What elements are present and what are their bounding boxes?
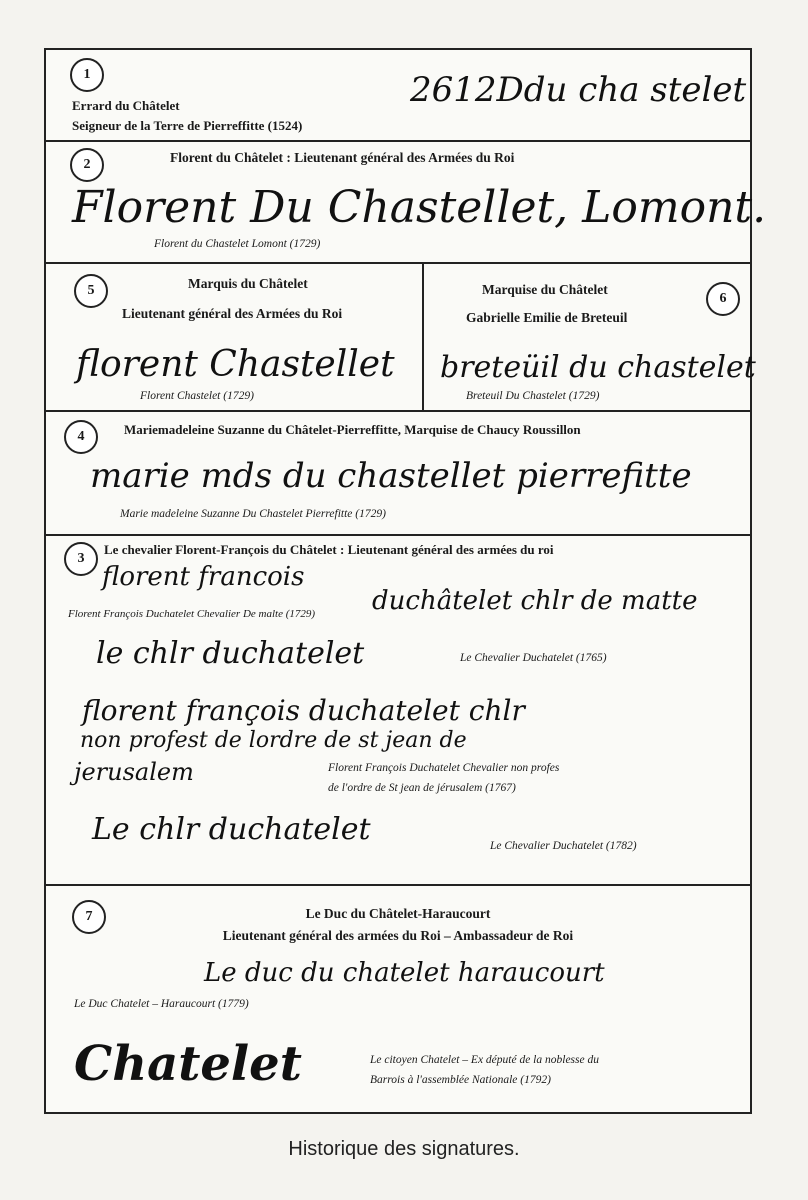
box-7-title: Lieutenant général des armées du Roi – Ambassadeur de Roi [222,928,574,943]
box-5-name: Marquis du Châtelet [188,276,308,291]
box-3-caption-1: Florent François Duchatelet Chevalier De malte (1729) [68,608,316,620]
number-badge-2: 2 [70,148,104,182]
box-3-signature-3b: non profest de lordre de st jean de [80,728,467,753]
box-7-caption-1: Le Duc Chatelet – Haraucourt (1779) [74,998,249,1010]
box-2-signature: Florent Du Chastellet, Lomont. [72,182,767,233]
box-3-signature-1b: duchâtelet chlr de matte [372,586,698,616]
number-badge-6: 6 [706,282,740,316]
box-7-caption-2a: Le citoyen Chatelet – Ex député de la noblesse du [370,1054,599,1066]
box-5-title: Lieutenant général des Armées du Roi [122,306,343,321]
box-1-signature: 2612Ddu cha stelet [410,70,747,110]
box-3-signature-1a: florent francois [102,562,305,592]
box-7-name: Le Duc du Châtelet-Haraucourt [305,906,491,921]
box-5-6-row [46,264,756,412]
box-5-signature: florent Chastellet [76,344,395,385]
box-3-signature-3a: florent françois duchatelet chlr [82,694,525,727]
box-6-title: Gabrielle Emilie de Breteuil [466,310,628,325]
box-2-florent [46,142,767,264]
box-4-marie-madeleine [46,412,750,536]
box-1-errard [46,50,750,142]
box-3-caption-3a: Florent François Duchatelet Chevalier non profes [328,762,560,774]
number-badge-5: 5 [74,274,108,308]
box-3-caption-3b: de l'ordre de St jean de jérusalem (1767) [328,782,516,794]
signature-sheet [44,48,767,1114]
box-1-title: Seigneur de la Terre de Pierreffitte (1524) [72,118,303,133]
box-3-caption-2: Le Chevalier Duchatelet (1765) [460,652,607,664]
box-2-title: Florent du Châtelet : Lieutenant général des Armées du Roi [170,150,515,165]
box-7-duc [46,886,750,1112]
box-3-signature-4: Le chlr duchatelet [92,812,371,847]
box-3-caption-4: Le Chevalier Duchatelet (1782) [490,840,637,852]
box-6-signature: breteüil du chastelet [440,350,756,385]
column-divider [422,264,424,410]
box-6-caption: Breteuil Du Chastelet (1729) [466,390,600,402]
box-7-signature-1: Le duc du chatelet haraucourt [204,958,605,988]
box-3-title: Le chevalier Florent-François du Châtelet : Lieutenant général des armées du roi [104,542,554,557]
number-badge-3: 3 [64,542,98,576]
box-4-caption: Marie madeleine Suzanne Du Chastelet Pierrefitte (1729) [120,508,386,520]
number-badge-1: 1 [70,58,104,92]
box-4-signature: marie mds du chastellet pierrefitte [90,456,692,496]
box-3-chevalier [46,536,750,886]
figure-caption: Historique des signatures. [288,1138,520,1160]
box-4-title: Mariemadeleine Suzanne du Châtelet-Pierreffitte, Marquise de Chaucy Roussillon [124,422,581,437]
box-3-signature-2: le chlr duchatelet [96,636,365,671]
number-badge-4: 4 [64,420,98,454]
box-7-caption-2b: Barrois à l'assemblée Nationale (1792) [370,1074,551,1086]
box-3-signature-3c: jerusalem [74,758,194,786]
box-6-name: Marquise du Châtelet [482,282,608,297]
number-badge-7: 7 [72,900,106,934]
box-2-caption: Florent du Chastelet Lomont (1729) [154,238,321,250]
box-1-name: Errard du Châtelet [72,98,180,113]
box-5-caption: Florent Chastelet (1729) [140,390,254,402]
box-7-signature-2: Chatelet [74,1036,302,1092]
